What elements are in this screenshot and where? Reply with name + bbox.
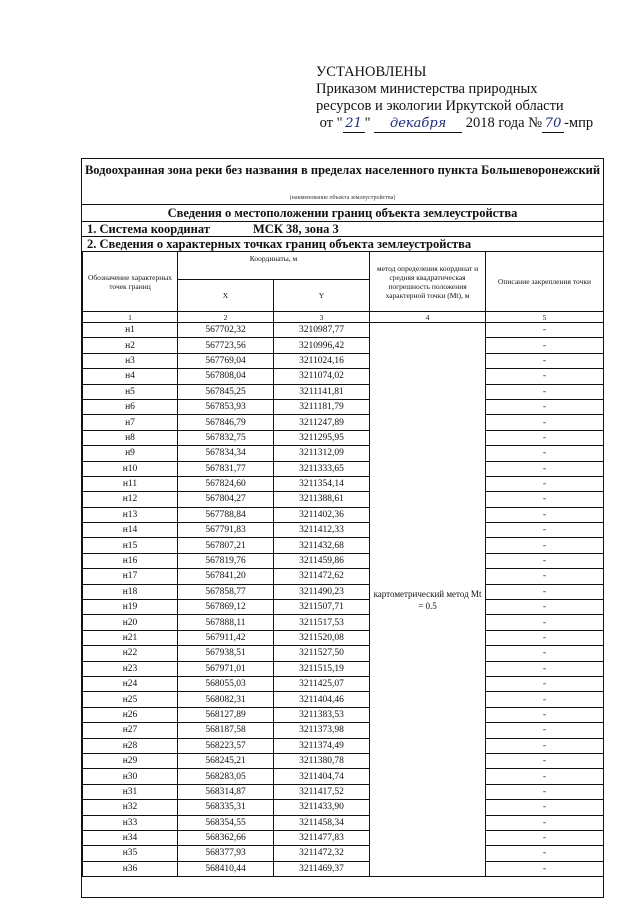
table-row <box>83 461 604 476</box>
table-row <box>83 738 604 753</box>
y-coordinate-cell: 3211507,71 <box>274 600 370 615</box>
table-row <box>83 707 604 722</box>
fixing-description-cell: - <box>486 830 604 845</box>
fixing-description-cell: - <box>486 784 604 799</box>
y-coordinate-cell: 3211458,34 <box>274 815 370 830</box>
x-coordinate-cell: 568187,58 <box>178 723 274 738</box>
y-coordinate-cell: 3211402,36 <box>274 507 370 522</box>
x-coordinate-cell: 568354,55 <box>178 815 274 830</box>
fixing-description-cell: - <box>486 476 604 491</box>
y-coordinate-cell: 3211373,98 <box>274 723 370 738</box>
table-row <box>83 523 604 538</box>
y-coordinate-cell: 3211412,33 <box>274 523 370 538</box>
fixing-description-cell: - <box>486 430 604 445</box>
y-coordinate-cell: 3211354,14 <box>274 476 370 491</box>
header-y: Y <box>274 280 370 312</box>
x-coordinate-cell: 567846,79 <box>178 415 274 430</box>
point-name-cell: н1 <box>83 323 178 338</box>
table-row <box>83 676 604 691</box>
handwritten-day: 21 <box>343 115 365 133</box>
point-name-cell: н15 <box>83 538 178 553</box>
x-coordinate-cell: 568410,44 <box>178 861 274 876</box>
x-coordinate-cell: 567971,01 <box>178 661 274 676</box>
x-coordinate-cell: 567858,77 <box>178 584 274 599</box>
fixing-description-cell: - <box>486 538 604 553</box>
x-coordinate-cell: 567853,93 <box>178 399 274 414</box>
column-number: 1 <box>83 312 178 323</box>
y-coordinate-cell: 3211333,65 <box>274 461 370 476</box>
table-row <box>83 600 604 615</box>
section-heading: Сведения о местоположении границ объекта землеустройства <box>167 206 518 220</box>
fixing-description-cell: - <box>486 415 604 430</box>
point-name-cell: н29 <box>83 753 178 768</box>
point-name-cell: н35 <box>83 846 178 861</box>
table-row <box>83 753 604 768</box>
point-name-cell: н3 <box>83 353 178 368</box>
column-number: 4 <box>370 312 486 323</box>
x-coordinate-cell: 567869,12 <box>178 600 274 615</box>
table-row <box>83 538 604 553</box>
y-coordinate-cell: 3211141,81 <box>274 384 370 399</box>
header-point-name: Обозначение характерных точек границ <box>83 252 178 312</box>
x-coordinate-cell: 568335,31 <box>178 800 274 815</box>
fixing-description-cell: - <box>486 646 604 661</box>
column-number: 5 <box>486 312 604 323</box>
y-coordinate-cell: 3211404,46 <box>274 692 370 707</box>
point-name-cell: н31 <box>83 784 178 799</box>
point-name-cell: н11 <box>83 476 178 491</box>
point-name-cell: н6 <box>83 399 178 414</box>
point-name-cell: н34 <box>83 830 178 845</box>
x-coordinate-cell: 567911,42 <box>178 630 274 645</box>
point-name-cell: н21 <box>83 630 178 645</box>
table-row <box>83 384 604 399</box>
handwritten-month: декабря <box>374 115 462 133</box>
point-name-cell: н10 <box>83 461 178 476</box>
fixing-description-cell: - <box>486 600 604 615</box>
fixing-description-cell: - <box>486 584 604 599</box>
point-name-cell: н36 <box>83 861 178 876</box>
point-name-cell: н13 <box>83 507 178 522</box>
table-row <box>83 692 604 707</box>
y-coordinate-cell: 3211515,19 <box>274 661 370 676</box>
table-row <box>83 584 604 599</box>
y-coordinate-cell: 3211295,95 <box>274 430 370 445</box>
order-suffix: -мпр <box>564 115 594 131</box>
table-row <box>83 846 604 861</box>
point-name-cell: н18 <box>83 584 178 599</box>
approval-order-line-1: Приказом министерства природных <box>316 81 538 97</box>
fixing-description-cell: - <box>486 369 604 384</box>
fixing-description-cell: - <box>486 384 604 399</box>
x-coordinate-cell: 567808,04 <box>178 369 274 384</box>
x-coordinate-cell: 568055,03 <box>178 676 274 691</box>
date-quote-close: " <box>364 115 371 131</box>
fixing-description-cell: - <box>486 569 604 584</box>
table-row <box>83 507 604 522</box>
fixing-description-cell: - <box>486 353 604 368</box>
y-coordinate-cell: 3211433,90 <box>274 800 370 815</box>
x-coordinate-cell: 567938,51 <box>178 646 274 661</box>
fixing-description-cell: - <box>486 676 604 691</box>
point-name-cell: н25 <box>83 692 178 707</box>
x-coordinate-cell: 567832,75 <box>178 430 274 445</box>
column-number: 2 <box>178 312 274 323</box>
fixing-description-cell: - <box>486 338 604 353</box>
header-coordinates: Координаты, м <box>178 252 370 280</box>
fixing-description-cell: - <box>486 446 604 461</box>
x-coordinate-cell: 567841,20 <box>178 569 274 584</box>
point-name-cell: н17 <box>83 569 178 584</box>
approval-order-line-2: ресурсов и экологии Иркутской области <box>316 98 564 114</box>
point-name-cell: н12 <box>83 492 178 507</box>
x-coordinate-cell: 567888,11 <box>178 615 274 630</box>
header-fixing-description: Описание закрепления точки <box>486 252 604 312</box>
fixing-description-cell: - <box>486 753 604 768</box>
fixing-description-cell: - <box>486 769 604 784</box>
point-name-cell: н28 <box>83 738 178 753</box>
x-coordinate-cell: 568314,87 <box>178 784 274 799</box>
point-name-cell: н22 <box>83 646 178 661</box>
coordinate-system-value: МСК 38, зона 3 <box>253 222 339 236</box>
x-coordinate-cell: 567831,77 <box>178 461 274 476</box>
table-row <box>83 415 604 430</box>
y-coordinate-cell: 3211472,62 <box>274 569 370 584</box>
point-name-cell: н19 <box>83 600 178 615</box>
table-row <box>83 492 604 507</box>
y-coordinate-cell: 3210987,77 <box>274 323 370 338</box>
table-row <box>83 646 604 661</box>
point-name-cell: н30 <box>83 769 178 784</box>
points-table-body <box>83 323 604 877</box>
table-row <box>83 861 604 876</box>
table-row <box>83 769 604 784</box>
y-coordinate-cell: 3211404,74 <box>274 769 370 784</box>
y-coordinate-cell: 3211374,49 <box>274 738 370 753</box>
x-coordinate-cell: 568127,89 <box>178 707 274 722</box>
table-row <box>83 784 604 799</box>
x-coordinate-cell: 568377,93 <box>178 846 274 861</box>
fixing-description-cell: - <box>486 861 604 876</box>
y-coordinate-cell: 3211417,52 <box>274 784 370 799</box>
y-coordinate-cell: 3211432,68 <box>274 538 370 553</box>
x-coordinate-cell: 568245,21 <box>178 753 274 768</box>
fixing-description-cell: - <box>486 492 604 507</box>
approval-date-line <box>316 115 626 133</box>
approval-block <box>316 64 626 133</box>
x-coordinate-cell: 568283,05 <box>178 769 274 784</box>
y-coordinate-cell: 3211517,53 <box>274 615 370 630</box>
coordinate-system-label: 1. Система координат <box>87 222 210 236</box>
x-coordinate-cell: 567723,56 <box>178 338 274 353</box>
table-row <box>83 446 604 461</box>
header-x: X <box>178 280 274 312</box>
y-coordinate-cell: 3211024,16 <box>274 353 370 368</box>
table-row <box>83 830 604 845</box>
object-caption: (наименование объекта землеустройства) <box>289 195 396 201</box>
y-coordinate-cell: 3211459,86 <box>274 553 370 568</box>
fixing-description-cell: - <box>486 707 604 722</box>
fixing-description-cell: - <box>486 846 604 861</box>
x-coordinate-cell: 567824,60 <box>178 476 274 491</box>
fixing-description-cell: - <box>486 738 604 753</box>
point-name-cell: н5 <box>83 384 178 399</box>
table-row <box>83 553 604 568</box>
document-frame <box>81 158 604 898</box>
y-coordinate-cell: 3211472,32 <box>274 846 370 861</box>
x-coordinate-cell: 567845,25 <box>178 384 274 399</box>
year-text: 2018 года № <box>465 115 543 131</box>
table-row <box>83 569 604 584</box>
table-row <box>83 399 604 414</box>
fixing-description-cell: - <box>486 661 604 676</box>
point-name-cell: н27 <box>83 723 178 738</box>
point-name-cell: н4 <box>83 369 178 384</box>
y-coordinate-cell: 3211380,78 <box>274 753 370 768</box>
fixing-description-cell: - <box>486 507 604 522</box>
y-coordinate-cell: 3211425,07 <box>274 676 370 691</box>
fixing-description-cell: - <box>486 615 604 630</box>
y-coordinate-cell: 3211469,37 <box>274 861 370 876</box>
x-coordinate-cell: 568223,57 <box>178 738 274 753</box>
x-coordinate-cell: 567804,27 <box>178 492 274 507</box>
point-name-cell: н32 <box>83 800 178 815</box>
table-row <box>83 723 604 738</box>
x-coordinate-cell: 567702,32 <box>178 323 274 338</box>
y-coordinate-cell: 3211490,23 <box>274 584 370 599</box>
coordinate-system-row <box>82 221 603 237</box>
y-coordinate-cell: 3210996,42 <box>274 338 370 353</box>
points-heading: 2. Сведения о характерных точках границ объекта землеустройства <box>87 237 472 251</box>
x-coordinate-cell: 567769,04 <box>178 353 274 368</box>
fixing-description-cell: - <box>486 692 604 707</box>
table-row <box>83 615 604 630</box>
handwritten-order-number: 70 <box>542 115 564 133</box>
x-coordinate-cell: 567807,21 <box>178 538 274 553</box>
fixing-description-cell: - <box>486 723 604 738</box>
fixing-description-cell: - <box>486 323 604 338</box>
table-row <box>83 353 604 368</box>
point-name-cell: н2 <box>83 338 178 353</box>
point-name-cell: н23 <box>83 661 178 676</box>
y-coordinate-cell: 3211383,53 <box>274 707 370 722</box>
y-coordinate-cell: 3211527,50 <box>274 646 370 661</box>
table-row <box>83 338 604 353</box>
table-row <box>83 476 604 491</box>
header-method: метод определения координат и средняя квадратическая погрешность положения характерной точки (Mt), м <box>370 252 486 312</box>
table-row <box>83 815 604 830</box>
x-coordinate-cell: 567788,84 <box>178 507 274 522</box>
point-name-cell: н8 <box>83 430 178 445</box>
column-number: 3 <box>274 312 370 323</box>
point-name-cell: н9 <box>83 446 178 461</box>
point-name-cell: н20 <box>83 615 178 630</box>
fixing-description-cell: - <box>486 523 604 538</box>
table-row <box>83 323 604 338</box>
x-coordinate-cell: 568362,66 <box>178 830 274 845</box>
approval-title: УСТАНОВЛЕНЫ <box>316 64 427 80</box>
y-coordinate-cell: 3211477,83 <box>274 830 370 845</box>
table-row <box>83 630 604 645</box>
point-name-cell: н7 <box>83 415 178 430</box>
table-row <box>83 800 604 815</box>
fixing-description-cell: - <box>486 800 604 815</box>
x-coordinate-cell: 567791,83 <box>178 523 274 538</box>
y-coordinate-cell: 3211181,79 <box>274 399 370 414</box>
point-name-cell: н33 <box>83 815 178 830</box>
y-coordinate-cell: 3211388,61 <box>274 492 370 507</box>
y-coordinate-cell: 3211074,02 <box>274 369 370 384</box>
x-coordinate-cell: 568082,31 <box>178 692 274 707</box>
x-coordinate-cell: 567819,76 <box>178 553 274 568</box>
document-title: Водоохранная зона реки без названия в пределах населенного пункта Большеворонежский <box>84 163 601 177</box>
y-coordinate-cell: 3211520,08 <box>274 630 370 645</box>
y-coordinate-cell: 3211312,09 <box>274 446 370 461</box>
point-name-cell: н16 <box>83 553 178 568</box>
fixing-description-cell: - <box>486 815 604 830</box>
y-coordinate-cell: 3211247,89 <box>274 415 370 430</box>
method-cell: картометрический метод Mt = 0.5 <box>370 323 486 877</box>
table-row <box>83 661 604 676</box>
table-row <box>83 430 604 445</box>
fixing-description-cell: - <box>486 553 604 568</box>
x-coordinate-cell: 567834,34 <box>178 446 274 461</box>
fixing-description-cell: - <box>486 630 604 645</box>
fixing-description-cell: - <box>486 399 604 414</box>
fixing-description-cell: - <box>486 461 604 476</box>
point-name-cell: н24 <box>83 676 178 691</box>
table-row <box>83 369 604 384</box>
boundary-points-table <box>82 251 604 877</box>
point-name-cell: н26 <box>83 707 178 722</box>
date-prefix: от " <box>319 115 343 131</box>
point-name-cell: н14 <box>83 523 178 538</box>
